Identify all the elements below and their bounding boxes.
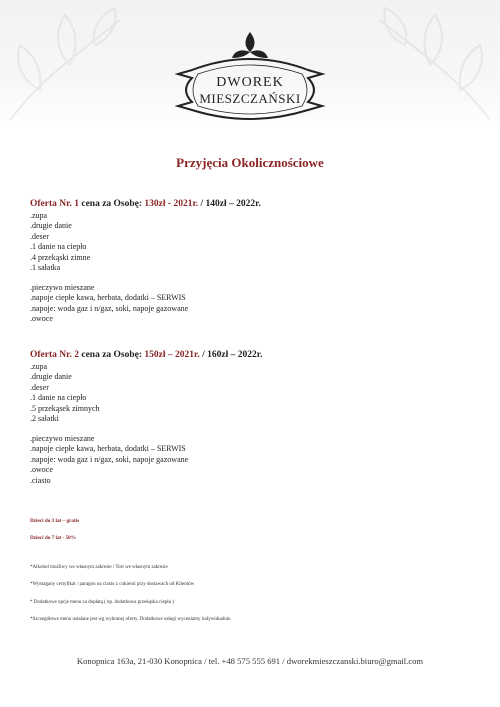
offer-1-price-2022: / 140zł – 2022r. (200, 199, 261, 209)
leaf-ornament-right-icon (350, 0, 500, 130)
menu-item: .5 przekąsek zimnych (30, 403, 100, 413)
menu-item: .drugie danie (30, 221, 72, 230)
extra-item: .ciasto (30, 475, 51, 485)
menu-item: .zupa (30, 210, 48, 220)
leaf-ornament-left-icon (0, 0, 150, 130)
extra-item: .owoce (30, 314, 53, 323)
extra-item: .pieczywo mieszane (30, 282, 95, 292)
menu-item: .1 sałatka (30, 263, 61, 272)
menu-item: .deser (30, 231, 49, 241)
extra-item: .pieczywo mieszane (30, 433, 95, 443)
menu-item: .1 danie na ciepło (30, 393, 87, 402)
offer-1-heading (30, 199, 261, 210)
page-title: Przyjęcia Okolicznościowe (176, 155, 324, 170)
footnote: *Szczegółowe menu ustalane jest wg wybranej oferty. Dodatkowe usługi wyceniamy indywidualnie. (30, 617, 232, 622)
menu-item: .2 sałatki (30, 414, 59, 423)
kids-discount-1: Dzieci do 3 lat – gratis (30, 518, 80, 524)
offer-2-label: cena za Osobę: (81, 350, 143, 360)
offer-1 (30, 199, 261, 325)
offer-1-price-2021: 130zł - 2021r. (144, 199, 199, 209)
offer-1-name: Oferta Nr. 1 (30, 199, 79, 209)
extra-item: .napoje ciepłe kawa, herbata, dodatki – SERWIS (30, 444, 186, 453)
logo (170, 30, 330, 126)
offer-2-heading (30, 350, 262, 361)
extra-item: .napoje: woda gaz i n/gaz, soki, napoje gazowane (30, 303, 189, 313)
extra-item: .napoje ciepłe kawa, herbata, dodatki – SERWIS (30, 293, 186, 302)
footer-contact: Konopnica 163a, 21-030 Konopnica / tel. +48 575 555 691 / dworekmieszczanski.biuro@gmail.com (76, 656, 424, 666)
logo-frame-icon (170, 30, 330, 126)
offer-2-name: Oferta Nr. 2 (30, 350, 79, 360)
logo-line2: MIESZCZAŃSKI (199, 91, 301, 106)
menu-item: .1 danie na ciepło (30, 242, 87, 251)
menu-item: .deser (30, 382, 49, 392)
offer-2-price-2021: 150zł – 2021r. (144, 350, 200, 360)
footnote: * Dodatkowe opcje menu za dopłatą ( np. dodatkowa przekąska ciepła ) (30, 600, 174, 605)
offer-1-label: cena za Osobę: (81, 199, 143, 209)
menu-item: .4 przekąski zimne (30, 252, 91, 262)
footnote: *Alkohol możliwy we własnym zakresie / Tort we własnym zakresie (30, 565, 168, 570)
offer-2 (30, 350, 262, 486)
menu-item: .drugie danie (30, 372, 72, 381)
extra-item: .owoce (30, 465, 53, 474)
extra-item: .napoje: woda gaz i n/gaz, soki, napoje gazowane (30, 454, 189, 464)
kids-discount-2: Dzieci do 7 lat - 50% (30, 535, 76, 541)
footnote: *Wymagany certyfikat / paragon na ciasto z cukierni przy dostawach od Klientów (30, 582, 195, 587)
menu-item: .zupa (30, 361, 48, 371)
logo-line1: DWOREK (216, 75, 284, 90)
offer-2-price-2022: / 160zł – 2022r. (202, 350, 263, 360)
